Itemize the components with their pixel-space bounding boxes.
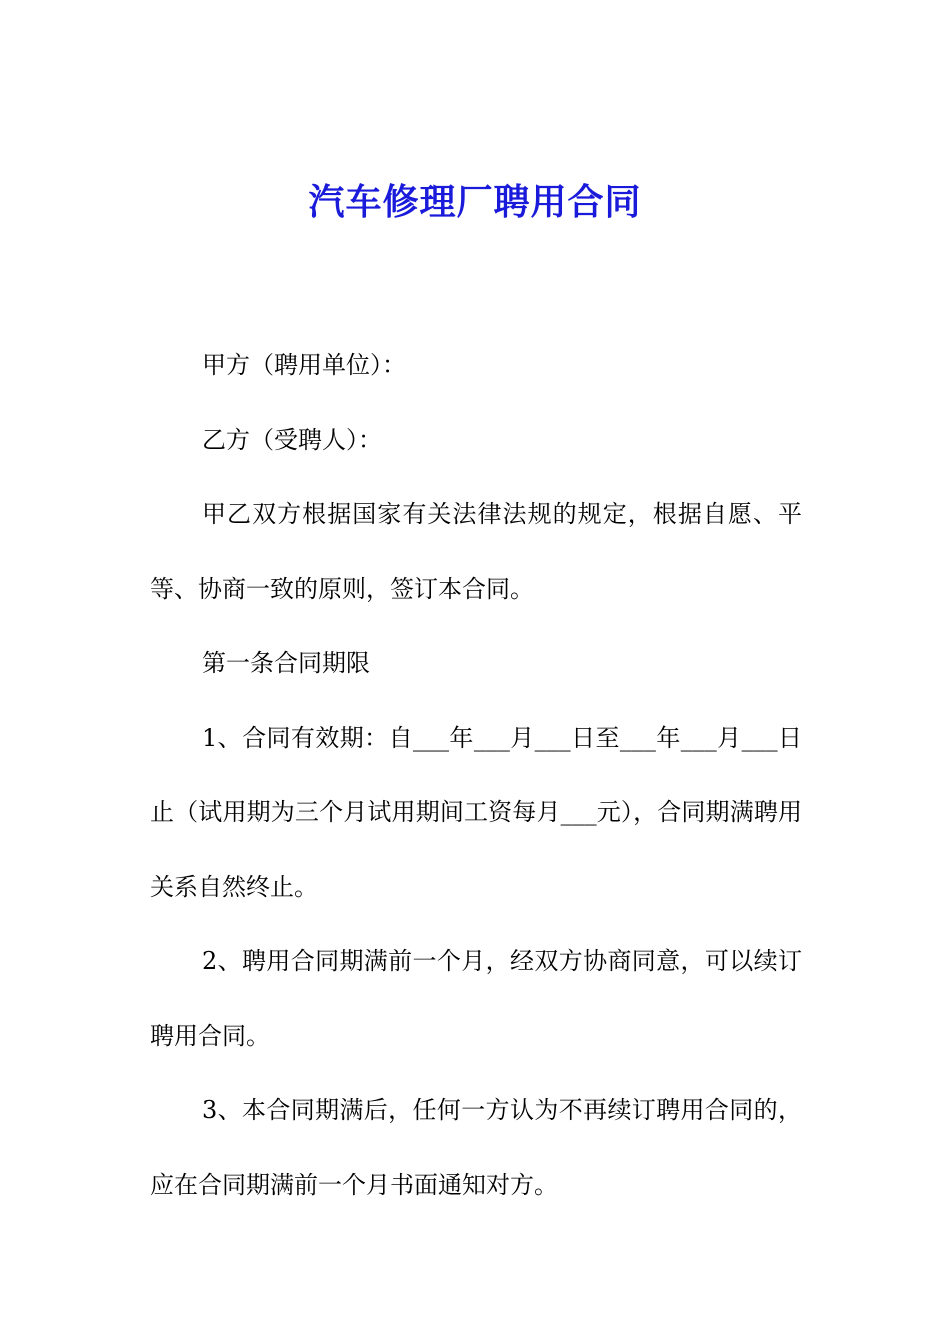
- party-a-line: 甲方（聘用单位）：: [202, 351, 406, 379]
- article-heading: 第一条合同期限: [202, 649, 370, 677]
- preamble-paragraph: 甲乙双方根据国家有关法律法规的规定，根据自愿、平等、协商一致的原则，签订本合同。: [150, 500, 802, 603]
- clause-1: 1、合同有效期：自___年___月___日至___年___月___日止（试用期为三个月试用期间工资每月___元），合同期满聘用关系自然终止。: [150, 723, 802, 901]
- clause-3: 3、本合同期满后，任何一方认为不再续订聘用合同的，应在合同期满前一个月书面通知对方。: [150, 1096, 802, 1199]
- document-title: 汽车修理厂聘用合同: [308, 181, 642, 223]
- party-b-line: 乙方（受聘人）：: [202, 425, 382, 454]
- document-body: [150, 328, 802, 1222]
- clause-2: 2、聘用合同期满前一个月，经双方协商同意，可以续订聘用合同。: [150, 947, 802, 1050]
